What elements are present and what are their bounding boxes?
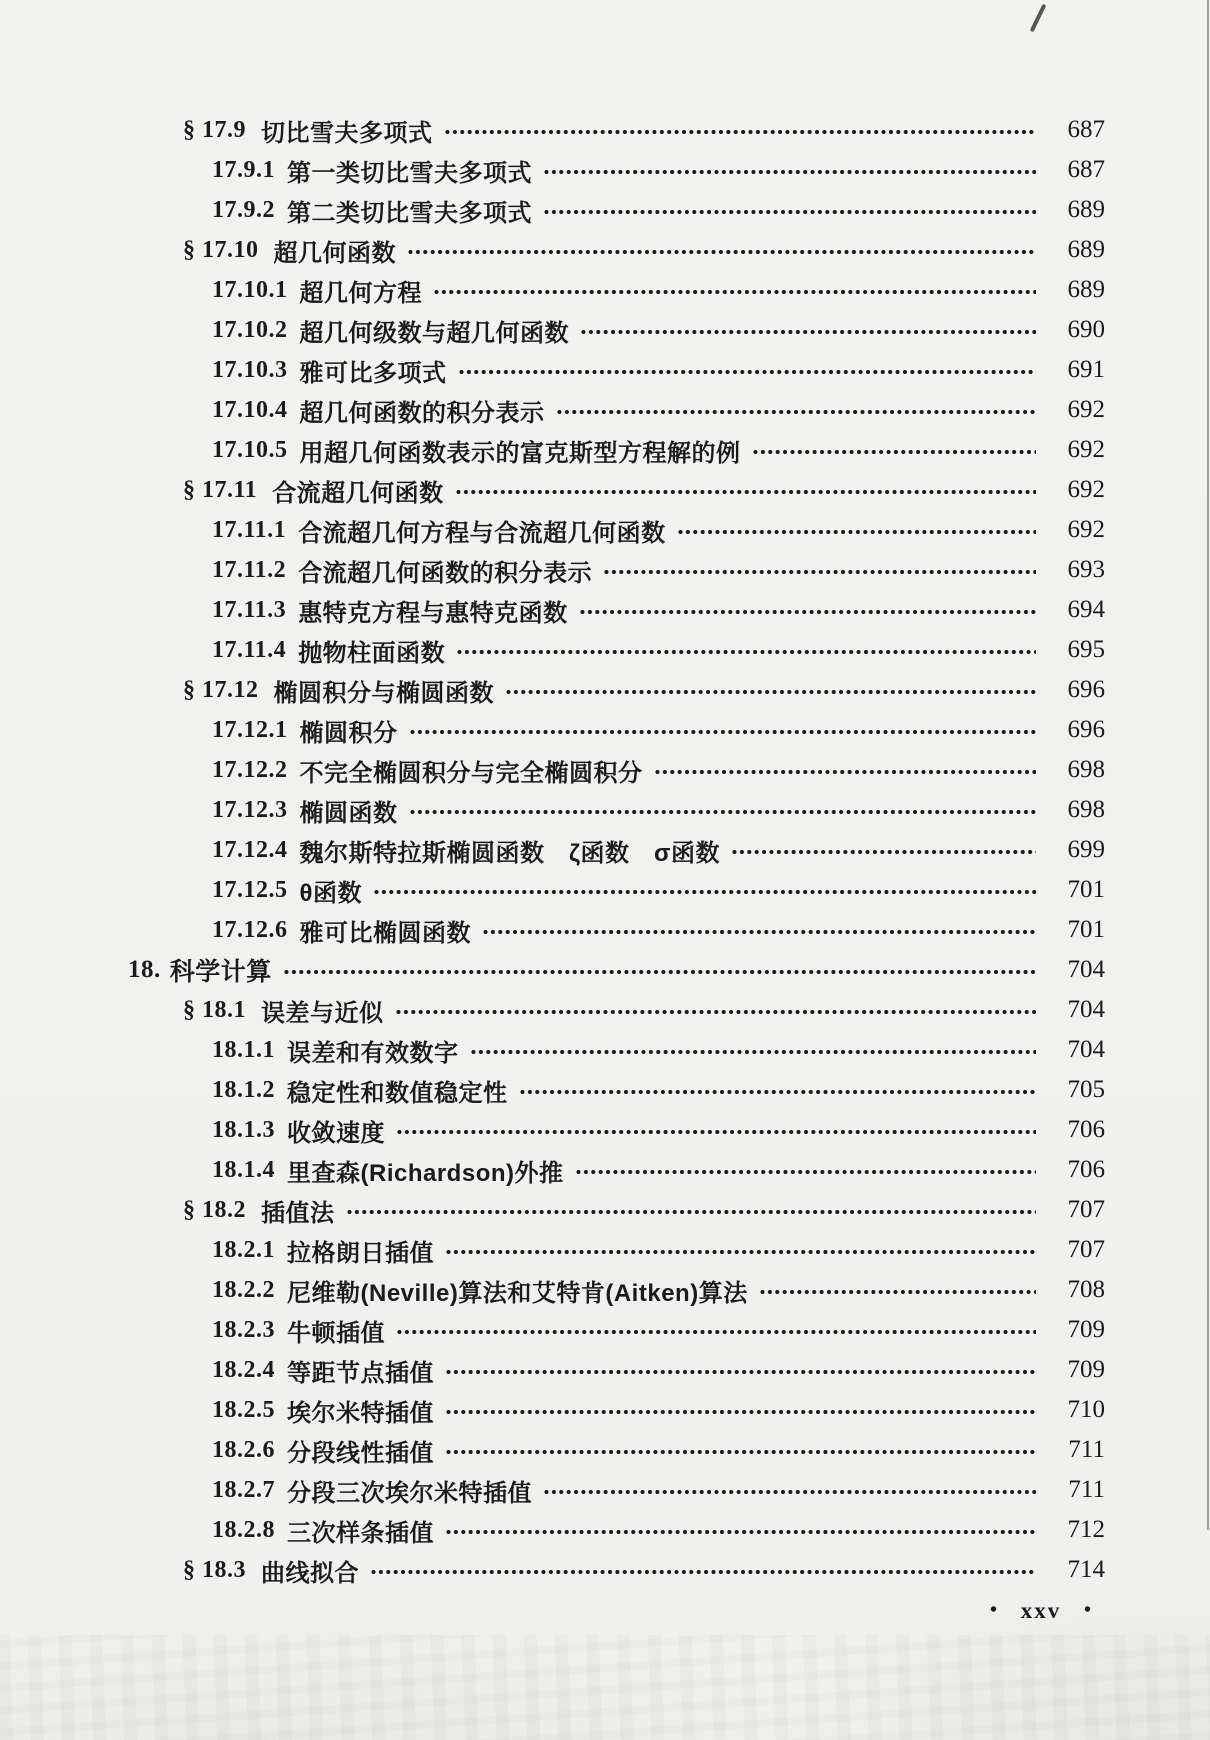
- dot-leader: [731, 830, 1036, 870]
- dot-leader: [445, 1390, 1036, 1430]
- paper-noise-texture: [0, 1635, 1210, 1740]
- toc-entry-title: 合流超几何方程与合流超几何函数: [298, 519, 666, 547]
- toc-entry-title: 魏尔斯特拉斯椭圆函数 ζ函数 σ函数: [299, 839, 720, 867]
- toc-entry-title: 抛物柱面函数: [298, 639, 446, 667]
- toc-entry-page: 692: [1067, 516, 1105, 543]
- toc-entry: [0, 790, 1210, 830]
- toc-entry-number: 17.11.4: [212, 636, 287, 663]
- toc-entry-page: 711: [1068, 1476, 1105, 1503]
- scan-edge-artifact: [1207, 0, 1209, 1530]
- toc-entry-number: 17.10.1: [212, 276, 288, 303]
- toc-entry-title: 等距节点插值: [287, 1359, 434, 1387]
- toc-entry-title: 三次样条插值: [287, 1519, 434, 1547]
- toc-entry-number: 18.1.1: [212, 1036, 275, 1063]
- scan-corner-artifact: [1030, 4, 1047, 33]
- toc-entry-title: 超几何级数与超几何函数: [299, 319, 569, 347]
- dot-leader: [444, 110, 1037, 150]
- dot-leader: [543, 190, 1036, 230]
- dot-leader: [575, 1150, 1036, 1190]
- dot-leader: [579, 590, 1036, 630]
- toc-entry-page: 710: [1067, 1396, 1105, 1423]
- dot-leader: [409, 710, 1037, 750]
- toc-entry-title: 超几何函数: [273, 239, 396, 267]
- toc-entry-number: 17.12.3: [212, 796, 288, 823]
- toc-entry-number: 17.12.6: [212, 916, 288, 943]
- toc-entry: [0, 1270, 1210, 1310]
- dot-leader: [445, 1230, 1036, 1270]
- toc-entry: [0, 110, 1210, 150]
- toc-entry: [0, 1230, 1210, 1270]
- toc-entry-page: 712: [1067, 1516, 1105, 1543]
- toc-entry-page: 696: [1067, 676, 1105, 703]
- toc-entry-title: 超几何函数的积分表示: [299, 399, 545, 427]
- dot-leader: [445, 1510, 1036, 1550]
- toc-entry-title: 收敛速度: [287, 1119, 385, 1147]
- toc-entry-page: 709: [1067, 1356, 1105, 1383]
- toc-entry-number: § 18.2: [183, 1196, 246, 1223]
- toc-entry-number: § 17.11: [183, 476, 258, 503]
- toc-entry: [0, 1310, 1210, 1350]
- toc-entry-title: 椭圆函数: [299, 799, 398, 827]
- toc-entry-title: 惠特克方程与惠特克函数: [298, 599, 568, 627]
- toc-entry-page: 707: [1067, 1196, 1105, 1223]
- toc-entry-page: 690: [1067, 316, 1105, 343]
- toc-entry-number: 17.10.4: [212, 396, 288, 423]
- toc-entry-number: § 17.12: [183, 676, 259, 703]
- toc-entry-title: 椭圆积分与椭圆函数: [273, 679, 494, 707]
- toc-entry-number: 18.1.3: [212, 1116, 275, 1143]
- toc-entry: [0, 590, 1210, 630]
- dot-leader: [556, 390, 1037, 430]
- dot-leader: [455, 470, 1036, 510]
- toc-entry-title: 尼维勒(Neville)算法和艾特肯(Aitken)算法: [287, 1279, 748, 1307]
- toc-entry-number: 18.2.1: [212, 1236, 275, 1263]
- dot-leader: [456, 630, 1036, 670]
- toc-entry: [0, 1150, 1210, 1190]
- toc-entry: [0, 710, 1210, 750]
- toc-entry-page: 705: [1067, 1076, 1105, 1103]
- toc-entry-number: 17.12.1: [212, 716, 288, 743]
- dot-leader: [543, 150, 1036, 190]
- toc-entry-page: 706: [1067, 1116, 1105, 1143]
- toc-entry-title: 插值法: [261, 1199, 335, 1227]
- toc-entry: [0, 270, 1210, 310]
- toc-entry-page: 692: [1067, 396, 1105, 423]
- toc-entry: [0, 190, 1210, 230]
- dot-leader: [752, 430, 1037, 470]
- toc-entry-page: 689: [1067, 196, 1105, 223]
- toc-entry: [0, 230, 1210, 270]
- dot-leader: [409, 790, 1037, 830]
- dot-leader: [283, 950, 1036, 990]
- toc-entry: [0, 630, 1210, 670]
- dot-leader: [458, 350, 1037, 390]
- toc-entry-title: 合流超几何函数的积分表示: [298, 559, 593, 587]
- toc-entry-page: 695: [1067, 636, 1105, 663]
- toc-entry: [0, 830, 1210, 870]
- toc-entry-title: 误差与近似: [261, 999, 384, 1027]
- toc-entry-title: 分段三次埃尔米特插值: [287, 1479, 532, 1507]
- toc-entry-number: 17.10.2: [212, 316, 288, 343]
- toc-entry-number: 17.9.1: [212, 156, 275, 183]
- toc-entry-title: 超几何方程: [299, 279, 422, 307]
- toc-entry-number: 18.1.4: [212, 1156, 275, 1183]
- dot-leader: [603, 550, 1036, 590]
- toc-entry-page: 699: [1067, 836, 1105, 863]
- footer-page-number: xxv: [1020, 1598, 1062, 1623]
- dot-leader: [396, 1310, 1036, 1350]
- toc-entry-number: 18.2.7: [212, 1476, 275, 1503]
- toc-entry-page: 707: [1067, 1236, 1105, 1263]
- toc-entry-page: 706: [1067, 1156, 1105, 1183]
- toc-entry-number: 18.2.8: [212, 1516, 275, 1543]
- toc-entry-number: § 18.1: [183, 996, 246, 1023]
- toc-entry: [0, 430, 1210, 470]
- toc-entry-title: 稳定性和数值稳定性: [287, 1079, 508, 1107]
- dot-leader: [677, 510, 1036, 550]
- toc-entry-number: 18.2.3: [212, 1316, 275, 1343]
- toc-entry-number: 18.2.6: [212, 1436, 275, 1463]
- toc-entry: [0, 750, 1210, 790]
- toc-entry-title: θ函数: [299, 879, 362, 907]
- dot-leader: [373, 870, 1036, 910]
- dot-leader: [346, 1190, 1037, 1230]
- dot-leader: [470, 1030, 1037, 1070]
- toc-entry-title: 用超几何函数表示的富克斯型方程解的例: [299, 439, 741, 467]
- toc-entry: [0, 510, 1210, 550]
- toc-entry-page: 687: [1067, 156, 1105, 183]
- toc-entry-title: 椭圆积分: [299, 719, 398, 747]
- toc-entry-page: 704: [1067, 1036, 1105, 1063]
- toc-entry-number: § 17.9: [183, 116, 246, 143]
- toc-entry: [0, 1350, 1210, 1390]
- toc-entry-page: 696: [1067, 716, 1105, 743]
- dot-leader: [396, 1110, 1036, 1150]
- toc-entry-page: 711: [1068, 1436, 1105, 1463]
- toc-entry-number: 18.2.5: [212, 1396, 275, 1423]
- toc-entry-title: 分段线性插值: [287, 1439, 434, 1467]
- toc-entry: [0, 1190, 1210, 1230]
- toc-entry-title: 拉格朗日插值: [287, 1239, 434, 1267]
- toc-entry-title: 埃尔米特插值: [287, 1399, 434, 1427]
- toc-entry: [0, 1110, 1210, 1150]
- toc-entry-number: 18.1.2: [212, 1076, 275, 1103]
- footer-left-dot-icon: •: [989, 1599, 998, 1621]
- dot-leader: [519, 1070, 1037, 1110]
- toc-entry-title: 曲线拟合: [261, 1559, 359, 1587]
- toc-entry-number: 17.12.4: [212, 836, 288, 863]
- toc-entry-page: 704: [1067, 956, 1105, 983]
- dot-leader: [543, 1470, 1036, 1510]
- toc-entry-number: 18.: [128, 956, 161, 983]
- dot-leader: [482, 910, 1036, 950]
- dot-leader: [580, 310, 1036, 350]
- toc-entry-page: 701: [1067, 876, 1105, 903]
- toc-entry: [0, 470, 1210, 510]
- toc-entry: [0, 870, 1210, 910]
- toc-entry-number: 18.2.2: [212, 1276, 275, 1303]
- toc-entry: [0, 1430, 1210, 1470]
- toc-entry: [0, 1510, 1210, 1550]
- toc-entry: [0, 990, 1210, 1030]
- toc-entry-number: § 17.10: [183, 236, 259, 263]
- toc-entry: [0, 350, 1210, 390]
- toc-entry-page: 691: [1067, 356, 1105, 383]
- toc-entry-title: 合流超几何函数: [272, 479, 444, 507]
- page-footer: [990, 1598, 1092, 1624]
- toc-entry-number: 17.12.5: [212, 876, 288, 903]
- toc-entry-title: 第一类切比雪夫多项式: [287, 159, 532, 187]
- toc-entry-title: 误差和有效数字: [287, 1039, 459, 1067]
- toc-entry-page: 701: [1067, 916, 1105, 943]
- toc-entry-number: 17.10.3: [212, 356, 288, 383]
- toc-entry-title: 雅可比多项式: [299, 359, 447, 387]
- toc-entry-page: 692: [1067, 436, 1105, 463]
- toc-entry: [0, 1550, 1210, 1590]
- toc-entry: [0, 1390, 1210, 1430]
- toc-entry-number: 18.2.4: [212, 1356, 275, 1383]
- toc-entry: [0, 1070, 1210, 1110]
- toc-entry-page: 708: [1067, 1276, 1105, 1303]
- toc-entry: [0, 910, 1210, 950]
- toc-entry-title: 不完全椭圆积分与完全椭圆积分: [299, 759, 643, 787]
- dot-leader: [654, 750, 1037, 790]
- dot-leader: [445, 1430, 1036, 1470]
- dot-leader: [370, 1550, 1036, 1590]
- toc-entry-page: 687: [1067, 116, 1105, 143]
- toc-entry-title: 牛顿插值: [287, 1319, 385, 1347]
- toc-entry-number: 17.11.3: [212, 596, 287, 623]
- toc-entry-title: 第二类切比雪夫多项式: [287, 199, 532, 227]
- toc-entry-page: 698: [1067, 796, 1105, 823]
- toc-entry-title: 科学计算: [169, 958, 272, 986]
- toc-entry-page: 694: [1067, 596, 1105, 623]
- dot-leader: [505, 670, 1036, 710]
- toc-entry-number: 17.9.2: [212, 196, 275, 223]
- toc-entry: [0, 1470, 1210, 1510]
- toc-entry-page: 714: [1067, 1556, 1105, 1583]
- toc-entry-title: 里查森(Richardson)外推: [287, 1159, 564, 1187]
- toc-entry-number: 17.11.2: [212, 556, 287, 583]
- toc-entry: [0, 1030, 1210, 1070]
- toc-entry: [0, 670, 1210, 710]
- toc-entry-page: 709: [1067, 1316, 1105, 1343]
- toc-entry-page: 693: [1067, 556, 1105, 583]
- toc-entry-page: 692: [1067, 476, 1105, 503]
- toc-entry-page: 704: [1067, 996, 1105, 1023]
- dot-leader: [445, 1350, 1036, 1390]
- toc-entry: [0, 950, 1210, 990]
- toc-list: [0, 110, 1210, 1590]
- dot-leader: [395, 990, 1037, 1030]
- toc-entry-title: 切比雪夫多项式: [261, 119, 433, 147]
- dot-leader: [433, 270, 1036, 310]
- toc-entry-page: 698: [1067, 756, 1105, 783]
- toc-entry: [0, 310, 1210, 350]
- toc-entry-number: 17.10.5: [212, 436, 288, 463]
- toc-entry: [0, 550, 1210, 590]
- footer-right-dot-icon: •: [1083, 1599, 1092, 1621]
- toc-entry: [0, 150, 1210, 190]
- toc-entry-number: 17.11.1: [212, 516, 287, 543]
- toc-entry-title: 雅可比椭圆函数: [299, 919, 471, 947]
- dot-leader: [407, 230, 1036, 270]
- toc-entry-number: 17.12.2: [212, 756, 288, 783]
- toc-entry-number: § 18.3: [183, 1556, 246, 1583]
- toc-entry-page: 689: [1067, 236, 1105, 263]
- toc-entry: [0, 390, 1210, 430]
- dot-leader: [759, 1270, 1036, 1310]
- toc-entry-page: 689: [1067, 276, 1105, 303]
